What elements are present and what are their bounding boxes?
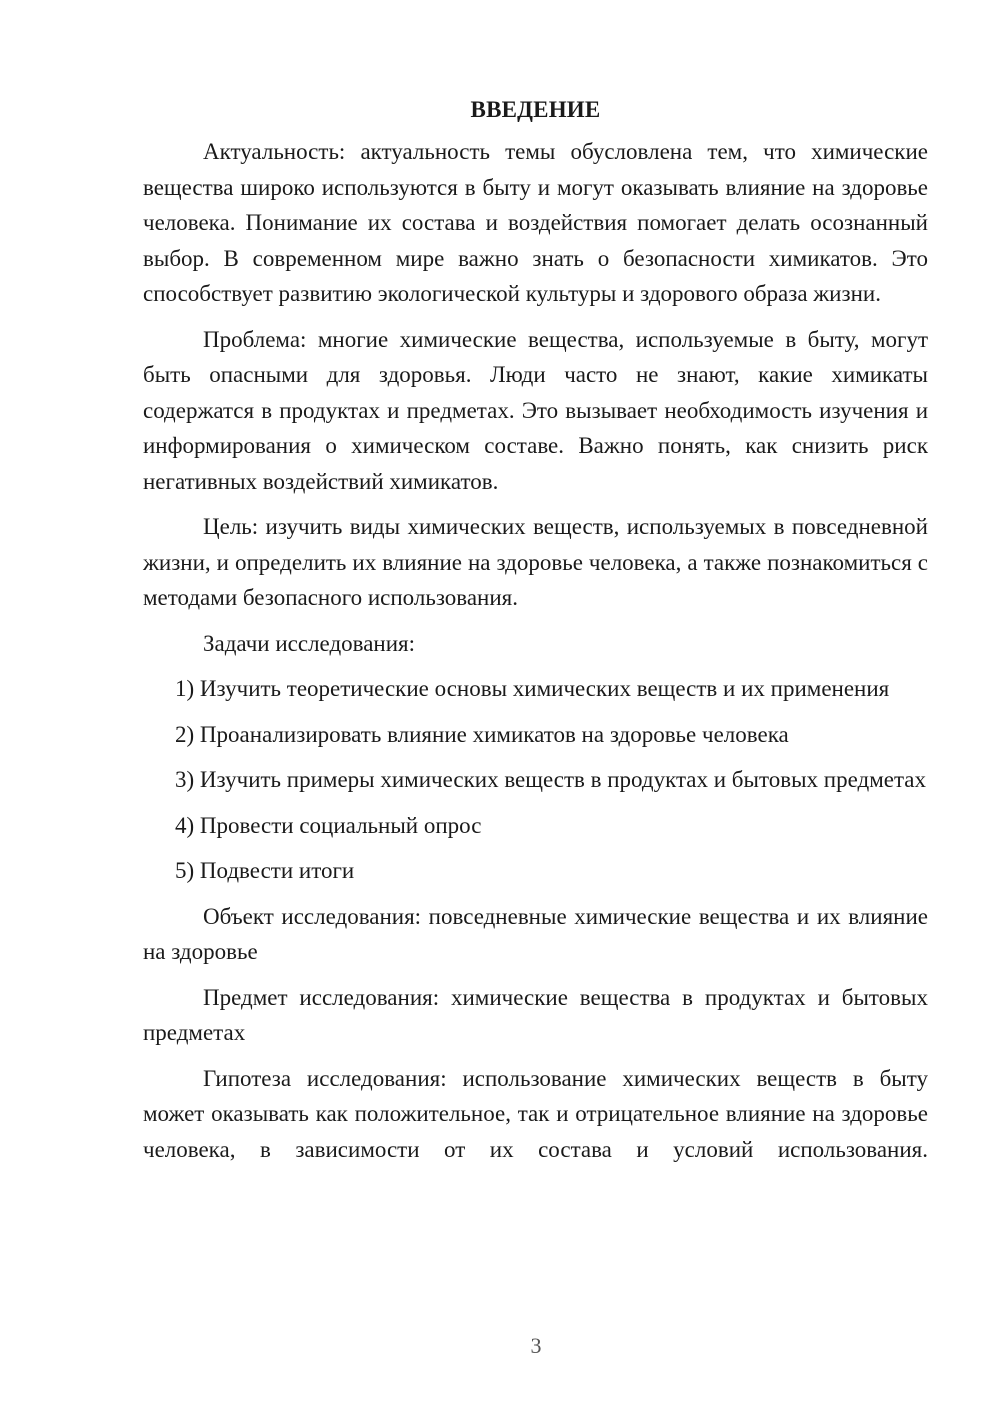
page-number-container <box>0 1333 1000 1359</box>
paragraph-problem: Проблема: многие химические вещества, используемые в быту, могут быть опасными для здоровья. Люди часто не знают, какие химикаты содержатся в продуктах и предметах. Это вызывает необходимость изучения и информирования о химическом составе. Важно понять, как снизить риск негативных воздействий химикатов. <box>143 326 928 494</box>
paragraph-goal: Цель: изучить виды химических веществ, используемых в повседневной жизни, и определить их влияние на здоровье человека, а также познакомиться с методами безопасного использования. <box>143 514 928 610</box>
page-content <box>143 92 928 1177</box>
task-item-5: 5) Подвести итоги <box>175 858 355 883</box>
paragraph-relevance: Актуальность: актуальность темы обусловлена тем, что химические вещества широко используются в быту и могут оказывать влияние на здоровье человека. Понимание их состава и воздействия помогает делать осознанный выбор. В современном мире важно знать о безопасности химикатов. Это способствует развитию экологической культуры и здорового образа жизни. <box>143 139 928 306</box>
tasks-heading: Задачи исследования: <box>203 630 416 656</box>
task-item-4: 4) Провести социальный опрос <box>175 812 482 838</box>
task-item-1: 1) Изучить теоретические основы химических веществ и их применения <box>175 676 890 701</box>
task-item-2: 2) Проанализировать влияние химикатов на здоровье человека <box>175 721 789 747</box>
paragraph-subject: Предмет исследования: химические вещества в продуктах и бытовых предметах <box>143 984 928 1045</box>
task-item-3: 3) Изучить примеры химических веществ в продуктах и бытовых предметах <box>175 767 926 792</box>
section-title: ВВЕДЕНИЕ <box>470 97 601 122</box>
paragraph-hypothesis: Гипотеза исследования: использование химических веществ в быту может оказывать как положительное, так и отрицательное влияние на здоровье человека, в зависимости от их состава и условий использования. <box>143 1065 928 1162</box>
paragraph-object: Объект исследования: повседневные химические вещества и их влияние на здоровье <box>143 903 928 964</box>
page-number: 3 <box>530 1333 542 1358</box>
